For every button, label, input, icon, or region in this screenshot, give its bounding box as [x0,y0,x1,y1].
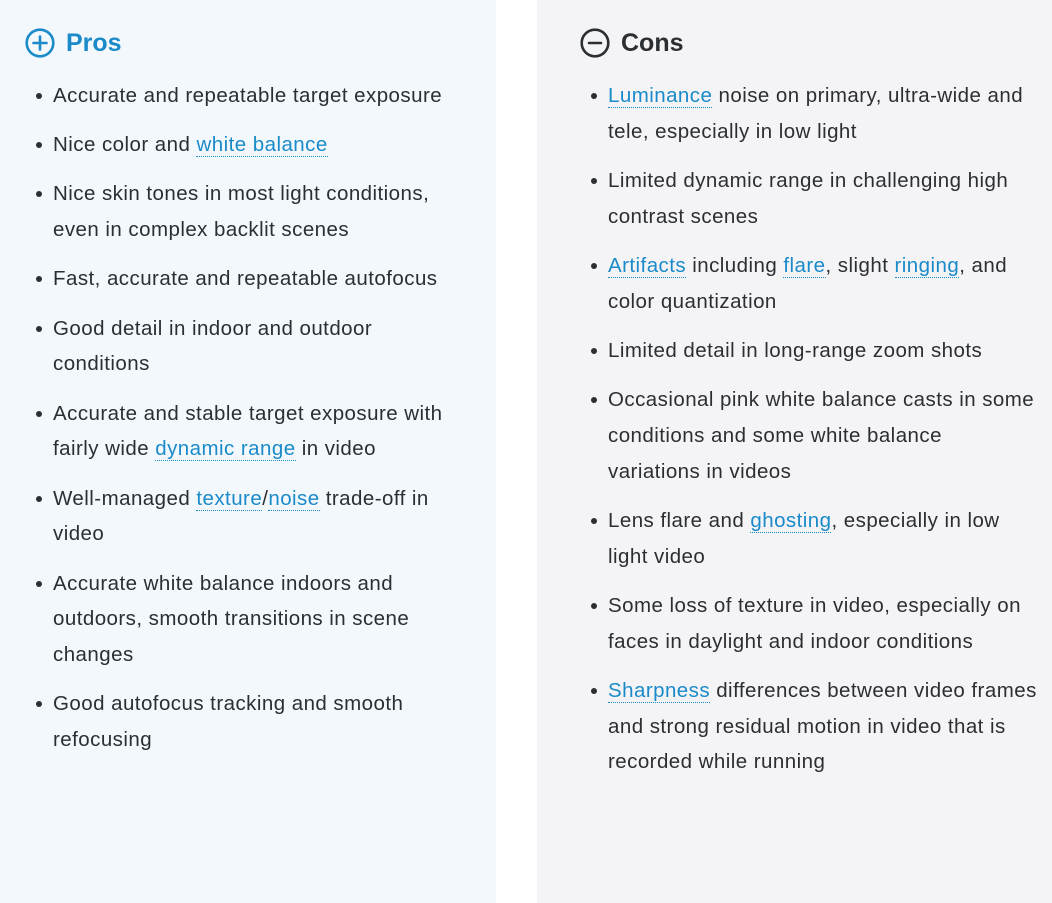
cons-list-item [580,382,1040,489]
plus-circle-icon [25,28,55,58]
cons-list-item [580,503,1040,575]
glossary-link[interactable]: Artifacts [608,253,687,277]
item-text: trade-off in video [53,486,429,546]
item-text: Nice color and [53,133,197,157]
item-text: differences between video frames and strong residual motion in video that is recorded while running [608,678,1037,774]
cons-list-item [580,248,1040,320]
glossary-link[interactable]: Sharpness [608,678,711,702]
item-text: in video [295,437,376,461]
pros-list-item [25,396,465,468]
pros-list-item [25,481,465,553]
cons-heading [580,27,1052,59]
item-text: Limited detail in long-range zoom shots [608,338,983,362]
pros-list-item [25,127,465,163]
item-text: Fast, accurate and repeatable autofocus [53,267,438,291]
pros-list-item [25,78,465,114]
pros-list-item [25,176,465,248]
pros-list-item [25,686,465,758]
cons-list-item [580,163,1040,235]
pros-heading [25,27,496,59]
item-text: Lens flare and [608,508,751,532]
pros-list-item [25,261,465,297]
pros-list-item [25,566,465,673]
glossary-link[interactable]: white balance [196,133,328,157]
item-text: Limited dynamic range in challenging high contrast scenes [608,168,1009,228]
item-text: Some loss of texture in video, especially on faces in daylight and indoor conditions [608,593,1021,653]
item-text: Occasional pink white balance casts in some conditions and some white balance variations in videos [608,388,1035,483]
pros-list [25,78,465,758]
glossary-link[interactable]: texture [196,486,263,510]
glossary-link[interactable]: ghosting [750,508,832,532]
glossary-link[interactable]: ringing [894,253,960,277]
cons-list-item [580,588,1040,660]
cons-list [580,78,1040,780]
item-text: / [262,486,269,510]
item-text: Nice skin tones in most light conditions, even in complex backlit scenes [53,182,430,242]
item-text: , slight [825,253,895,277]
glossary-link[interactable]: Luminance [608,84,713,107]
item-text: Accurate and stable target exposure with fairly wide [53,401,443,461]
item-text: Well-managed [53,486,197,510]
glossary-link[interactable]: flare [783,253,826,277]
pros-title: Pros [66,28,122,57]
cons-list-item [580,673,1040,780]
item-text: , especially in low light video [608,508,1000,568]
item-text: Accurate white balance indoors and outdoors, smooth transitions in scene changes [53,571,410,667]
pros-list-item [25,311,465,383]
item-text: , and color quantization [608,253,1008,313]
item-text: including [686,253,784,277]
pros-panel [0,0,496,903]
glossary-link[interactable]: noise [268,486,320,510]
item-text: Good detail in indoor and outdoor conditions [53,316,373,376]
item-text: Accurate and repeatable target exposure [53,84,443,107]
cons-panel [537,0,1052,903]
cons-title: Cons [621,28,684,57]
minus-circle-icon [580,28,610,58]
glossary-link[interactable]: dynamic range [155,437,296,461]
cons-list-item [580,333,1040,369]
item-text: noise on primary, ultra-wide and tele, especially in low light [608,84,1024,143]
cons-list-item [580,78,1040,150]
item-text: Good autofocus tracking and smooth refocusing [53,692,404,752]
